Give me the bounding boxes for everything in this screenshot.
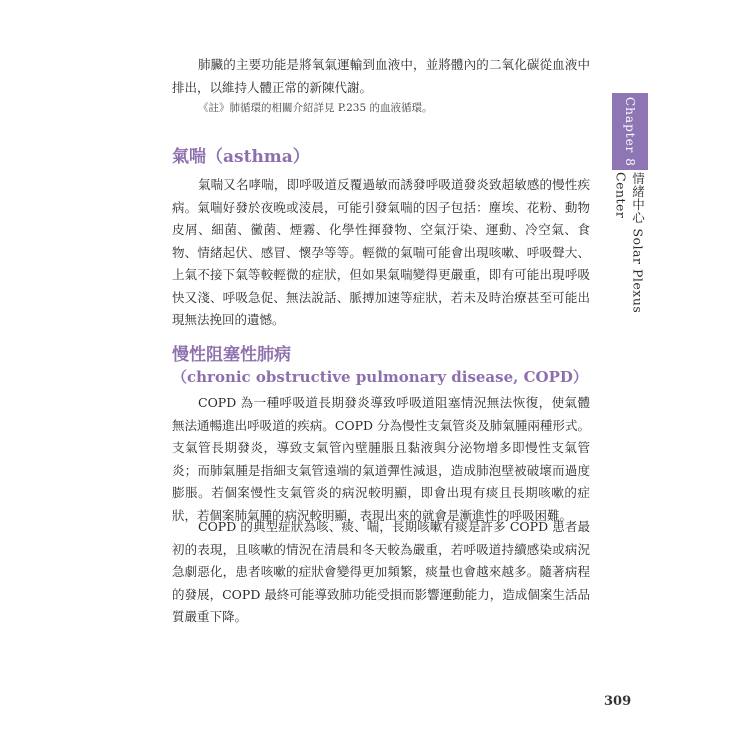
chapter-tab-label: Chapter 8 — [623, 96, 637, 167]
asthma-paragraph: 氣喘又名哮喘，即呼吸道反覆過敏而誘發呼吸道發炎致超敏感的慢性疾病。氣喘好發於夜晚或淩晨，可能引發氣喘的因子包括：塵埃、花粉、動物皮屑、細菌、黴菌、煙霧、化學性揮發物、空氣汙染、運動、冷空氣、食物、情緒起伏、感冒、懷孕等等。輕微的氣喘可能會出現咳嗽、呼吸聲大、上氣不接下氣等較輕微的症狀，但如果氣喘變得更嚴重，即有可能出現呼吸快又淺、呼吸急促、無法說話、脈搏加速等症狀，若未及時治療甚至可能出現無法挽回的遺憾。 — [172, 177, 590, 327]
copd-paragraph-2: COPD 的典型症狀為咳、痰、喘，長期咳嗽有痰是許多 COPD 患者最初的表現，且咳嗽的情況在清晨和冬天較為嚴重，若呼吸道持續感染或病況急劇惡化，患者咳嗽的症狀會變得更加頻繁，痰量也會越來越多。隨著病程的發展，COPD 最終可能導致肺功能受損而影響運動能力，造成個案生活品質嚴重下降。 — [172, 519, 590, 624]
copd-subheading: （chronic obstructive pulmonary disease, COPD） — [172, 368, 588, 386]
page-number: 309 — [604, 694, 632, 709]
chapter-title — [613, 172, 646, 322]
footnote: 《註》肺循環的相關介紹詳見 P.235 的血液循環。 — [198, 102, 433, 114]
asthma-heading: 氣喘（asthma） — [172, 147, 310, 167]
chapter-tab — [612, 93, 648, 170]
copd-heading: 慢性阻塞性肺病 — [172, 345, 291, 365]
copd-paragraph-1: COPD 為一種呼吸道長期發炎導致呼吸道阻塞情況無法恢復，使氣體無法通暢進出呼吸道的疾病。COPD 分為慢性支氣管炎及肺氣腫兩種形式。支氣管長期發炎，導致支氣管內壁腫脹且黏液與分泌物增多即慢性支氣管炎；而肺氣腫是指細支氣管遠端的氣道彈性減退，造成肺泡壁被破壞而過度膨脹。若個案慢性支氣管炎的病況較明顯，即會出現有痰且長期咳嗽的症狀，若個案肺氣腫的病況較明顯，表現出來的就會是漸進性的呼吸困難。 — [172, 395, 590, 523]
intro-paragraph: 肺臟的主要功能是將氧氣運輸到血液中，並將體內的二氧化碳從血液中排出，以維持人體正常的新陳代謝。 — [172, 57, 590, 95]
chapter-title-label: 情緒中心 Solar Plexus Center — [613, 172, 646, 314]
